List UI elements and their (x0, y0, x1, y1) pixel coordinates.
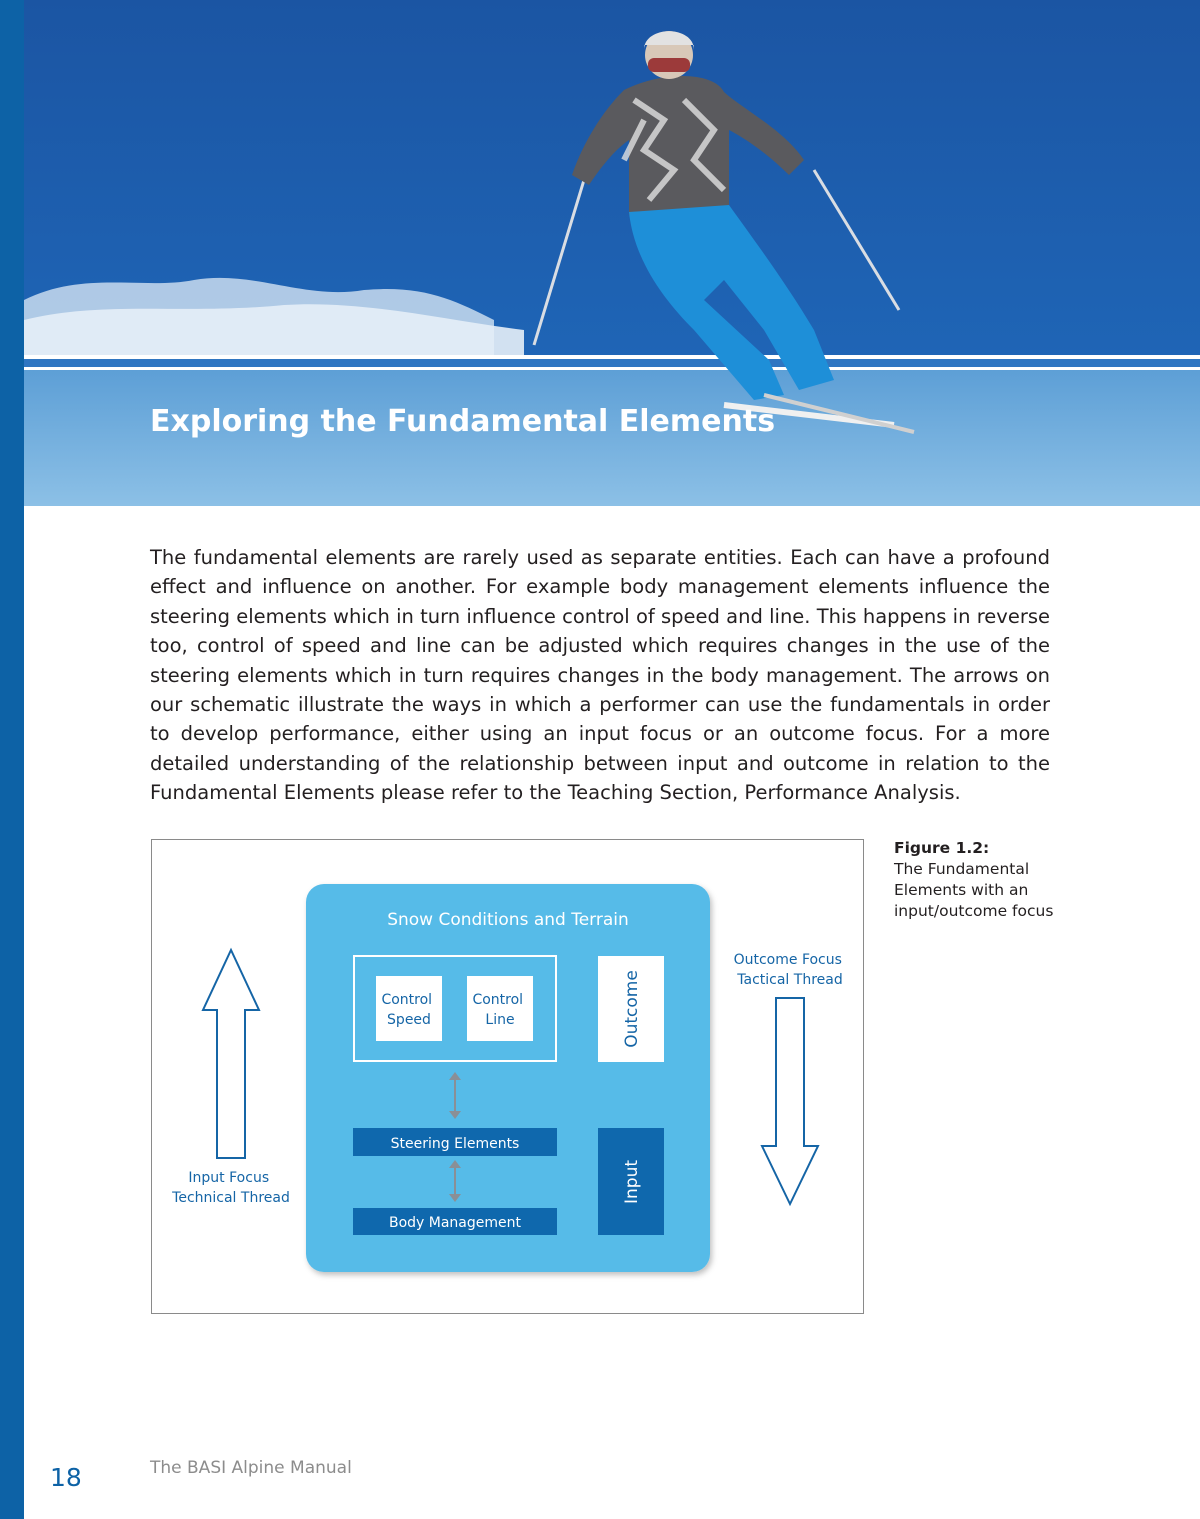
page-number: 18 (50, 1463, 82, 1492)
svg-text:Outcome Focus Tactical T (734, 952, 847, 988)
control-line-box (467, 976, 533, 1041)
control-speed-line2: Speed (387, 1012, 431, 1028)
input-focus-line2: Technical Thread (172, 1190, 290, 1206)
fundamental-elements-diagram (152, 840, 865, 1315)
footer-title: The BASI Alpine Manual (150, 1458, 352, 1478)
body-management-label: Body Management (388, 1215, 522, 1231)
outcome-label: Outcome (622, 970, 642, 1048)
input-focus-line1: Input Focus (188, 1170, 270, 1186)
figure-caption-text: The Fundamental Elements with an input/outcome focus (894, 860, 1054, 920)
figure-caption-label: Figure 1.2: (894, 839, 990, 857)
hero-banner (24, 0, 1200, 506)
outcome-focus-line1: Outcome Focus (733, 952, 842, 968)
control-line-line2: Line (485, 1012, 515, 1028)
control-speed-box (376, 976, 442, 1041)
input-focus-up-arrow (203, 950, 259, 1158)
control-line-line1: Control (472, 992, 524, 1008)
figure-frame (151, 839, 864, 1314)
container-label: Snow Conditions and Terrain (387, 910, 629, 930)
left-margin-bar (0, 0, 24, 1519)
outcome-focus-line2: Tactical Thread (737, 972, 843, 988)
svg-text:Input Focus Technical Th (171, 1170, 290, 1206)
body-paragraph: The fundamental elements are rarely used as separate entities. Each can have a profound effect and influence on another. For example body management elements influence the steering elements which in turn influence control of speed and line. This happens in reverse too, control of speed and line can be adjusted which requires changes in the use of the steering elements which in turn requires changes in the body management. The arrows on our schematic illustrate the ways in which a performer can use the fundamentals in order to develop performance, either using an input focus or an outcome focus. For a more detailed understanding of the relationship between input and outcome in relation to the Fundamental Elements please refer to the Teaching Section, Performance Analysis. (150, 546, 1050, 805)
figure-caption (894, 838, 1054, 922)
input-label: Input (622, 1159, 642, 1205)
outcome-focus-down-arrow (762, 998, 818, 1204)
page-title: Exploring the Fundamental Elements (150, 404, 776, 439)
steering-elements-label: Steering Elements (390, 1136, 520, 1152)
control-speed-line1: Control (381, 992, 433, 1008)
